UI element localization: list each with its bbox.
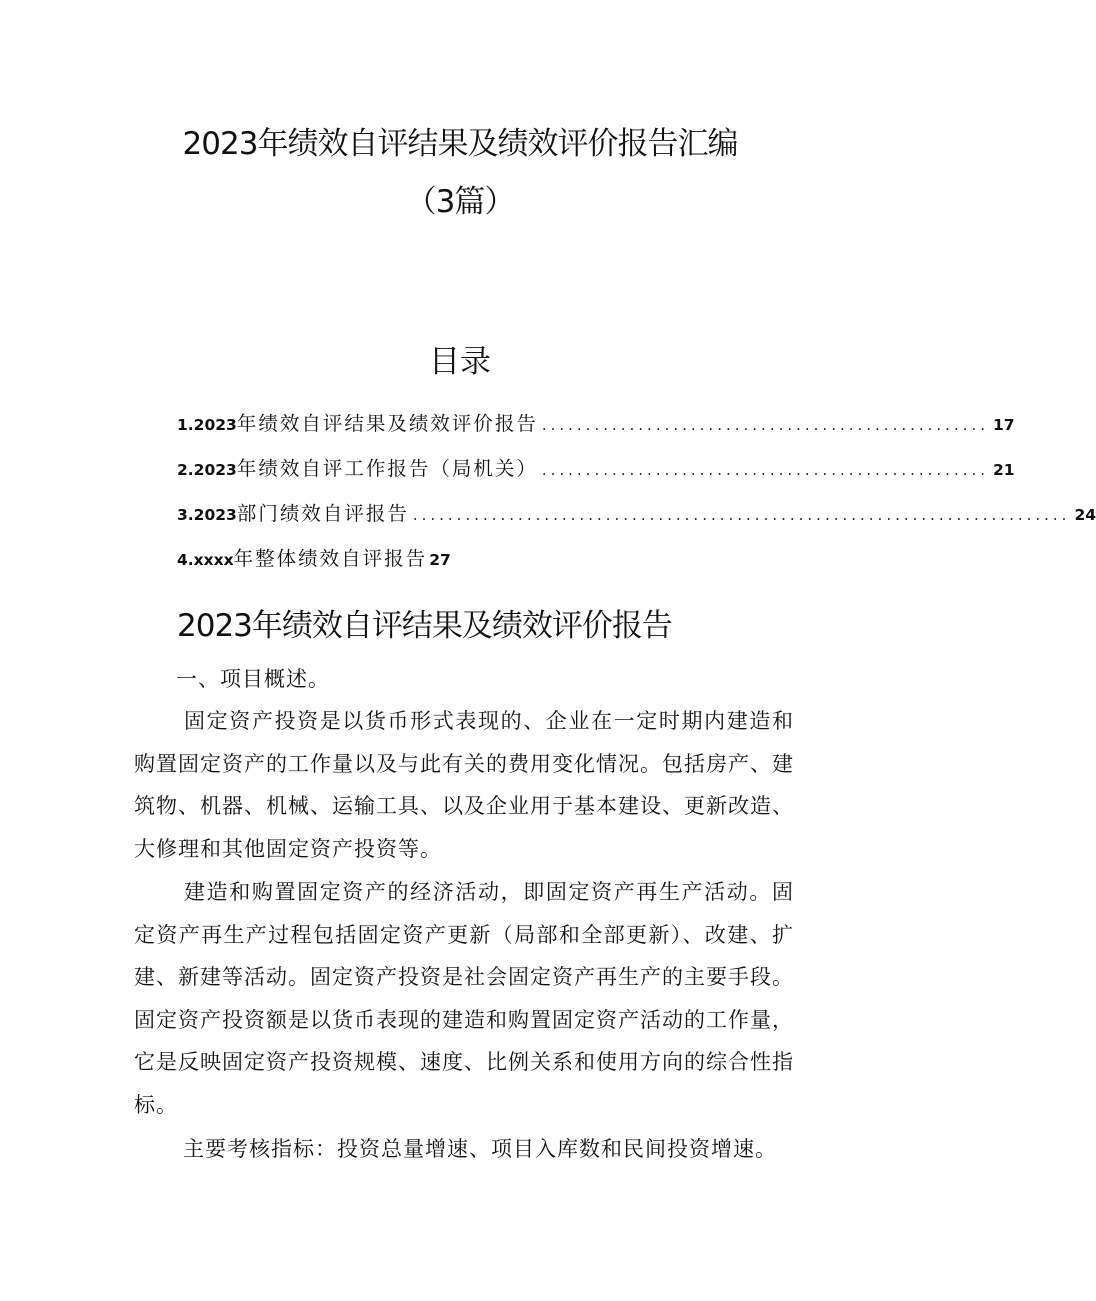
body-paragraph: 主要考核指标：投资总量增速、项目入库数和民间投资增速。 (183, 1137, 777, 1161)
toc-leader-dots: ........................................................................... (412, 506, 1071, 524)
toc-item-text: 年整体绩效自评报告 (233, 547, 428, 570)
section-heading: 一、项目概述。 (176, 667, 330, 691)
document-subtitle: （3篇） (405, 184, 515, 220)
toc-leader-dots: ................................................... (541, 461, 990, 479)
document-title: 2023年绩效自评结果及绩效评价报告汇编 (182, 126, 738, 162)
toc-heading: 目录 (429, 344, 491, 380)
body-paragraph: 固定资产投资是以货币形式表现的、企业在一定时期内建造和购置固定资产的工作量以及与此有关的费用变化情况。包括房产、建筑物、机器、机械、运输工具、以及企业用于基本建设、更新改造、大修理和其他固定资产投资等。 (134, 709, 794, 861)
toc-item[interactable] (177, 543, 767, 573)
toc-item-number: 3.2023 (177, 506, 237, 524)
toc-item-number: 4.xxxx (177, 551, 234, 569)
toc-page-number: 21 (993, 461, 1015, 479)
section-title: 2023年绩效自评结果及绩效评价报告 (177, 608, 672, 644)
toc-page-number: 17 (993, 416, 1015, 434)
toc-item[interactable] (177, 498, 1096, 528)
toc-item-text: 部门绩效自评报告 (236, 502, 409, 525)
toc-item[interactable] (177, 408, 1015, 438)
toc-item-number: 1.2023 (177, 416, 237, 434)
toc-leader-dots: ................................................... (541, 416, 990, 434)
toc-page-number: 24 (1074, 506, 1096, 524)
body-paragraph: 建造和购置固定资产的经济活动，即固定资产再生产活动。固定资产再生产过程包括固定资产更新（局部和全部更新）、改建、扩建、新建等活动。固定资产投资是社会固定资产再生产的主要手段。固定资产投资额是以货币表现的建造和购置固定资产活动的工作量，它是反映固定资产投资规模、速度、比例关系和使用方向的综合性指标。 (134, 880, 794, 1117)
toc-item-text: 年绩效自评工作报告（局机关） (236, 457, 538, 480)
toc-item-number: 2.2023 (177, 461, 237, 479)
toc-page-number: 27 (429, 551, 451, 569)
toc-item[interactable] (177, 453, 1015, 483)
toc-item-text: 年绩效自评结果及绩效评价报告 (236, 412, 538, 435)
